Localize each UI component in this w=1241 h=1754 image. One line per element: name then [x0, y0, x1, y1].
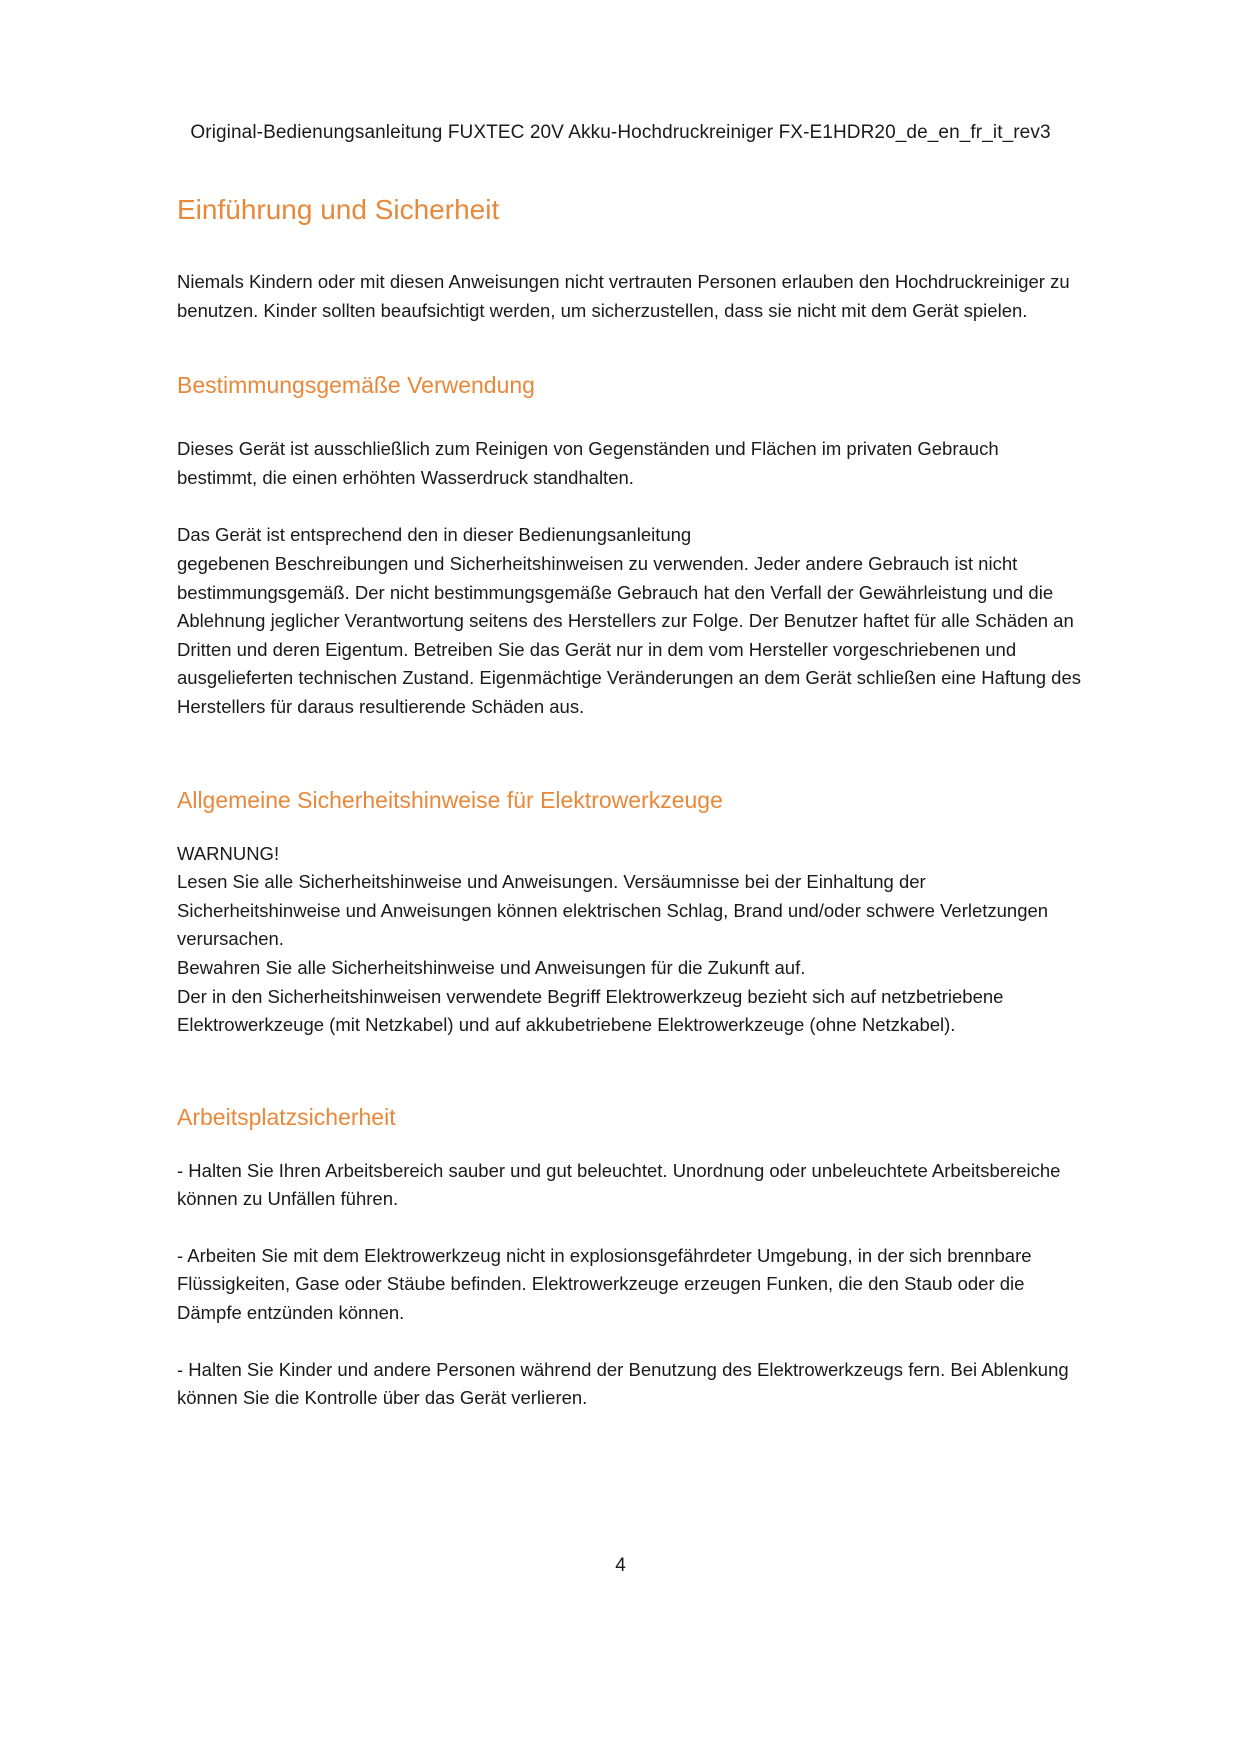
page-number: 4	[615, 1555, 626, 1576]
general-safety-read-instructions: Lesen Sie alle Sicherheitshinweise und Anweisungen. Versäumnisse bei der Einhaltung der Sicherheitshinweise und Anweisungen können elektrischen Schlag, Brand und/oder schwere Verletzungen verursachen.	[177, 871, 1049, 950]
section-title-workplace-safety: Arbeitsplatzsicherheit	[177, 1103, 396, 1130]
general-safety-term-definition: Der in den Sicherheitshinweisen verwendete Begriff Elektrowerkzeug bezieht sich auf netzbetriebene Elektrowerkzeuge (mit Netzkabel) und auf akkubetriebene Elektrowerkzeuge (ohne Netzkabel).	[177, 985, 1004, 1036]
intended-use-paragraph-2-line-1: Das Gerät ist entsprechend den in dieser Bedienungsanleitung	[177, 524, 692, 546]
running-header: Original-Bedienungsanleitung FUXTEC 20V Akku-Hochdruckreiniger FX-E1HDR20_de_en_fr_it_rev3	[190, 122, 1051, 143]
section-title-intended-use: Bestimmungsgemäße Verwendung	[177, 372, 535, 399]
section-title-intro: Einführung und Sicherheit	[177, 194, 500, 225]
section-title-general-safety: Allgemeine Sicherheitshinweise für Elektrowerkzeuge	[177, 786, 723, 813]
general-safety-keep-instructions: Bewahren Sie alle Sicherheitshinweise und Anweisungen für die Zukunft auf.	[177, 956, 806, 978]
workplace-item-3: - Halten Sie Kinder und andere Personen während der Benutzung des Elektrowerkzeugs fern. Bei Ablenkung können Sie die Kontrolle über das Gerät verlieren.	[177, 1358, 1069, 1409]
workplace-item-1: - Halten Sie Ihren Arbeitsbereich sauber und gut beleuchtet. Unordnung oder unbeleuchtete Arbeitsbereiche können zu Unfällen führen.	[177, 1159, 1061, 1210]
intended-use-paragraph-2-rest: gegebenen Beschreibungen und Sicherheitshinweisen zu verwenden. Jeder andere Gebrauch ist nicht bestimmungsgemäß. Der nicht bestimmungsgemäße Gebrauch hat den Verfall der Gewährleistung und die Ablehnung jeglicher Verantwortung seitens des Herstellers zur Folge. Der Benutzer haftet für alle Schäden an Dritten und deren Eigentum. Betreiben Sie das Gerät nur in dem vom Hersteller vorgeschriebenen und ausgelieferten technischen Zustand. Eigenmächtige Veränderungen an dem Gerät schließen eine Haftung des Herstellers für daraus resultierende Schäden aus.	[177, 552, 1081, 717]
general-safety-block	[177, 840, 1082, 1040]
intended-use-paragraph-2	[177, 521, 1082, 721]
page-content	[177, 190, 1082, 1413]
intended-use-paragraph-1: Dieses Gerät ist ausschließlich zum Reinigen von Gegenständen und Flächen im privaten Gebrauch bestimmt, die einen erhöhten Wasserdruck standhalten.	[177, 438, 999, 488]
warning-label: WARNUNG!	[177, 842, 280, 864]
workplace-item-2: - Arbeiten Sie mit dem Elektrowerkzeug nicht in explosionsgefährdeter Umgebung, in der sich brennbare Flüssigkeiten, Gase oder Stäube befinden. Elektrowerkzeuge erzeugen Funken, die den Staub oder die Dämpfe entzünden können.	[177, 1244, 1032, 1324]
intro-paragraph: Niemals Kindern oder mit diesen Anweisungen nicht vertrauten Personen erlauben den Hochdruckreiniger zu benutzen. Kinder sollten beaufsichtigt werden, um sicherzustellen, dass sie nicht mit dem Gerät spielen.	[177, 271, 1070, 321]
